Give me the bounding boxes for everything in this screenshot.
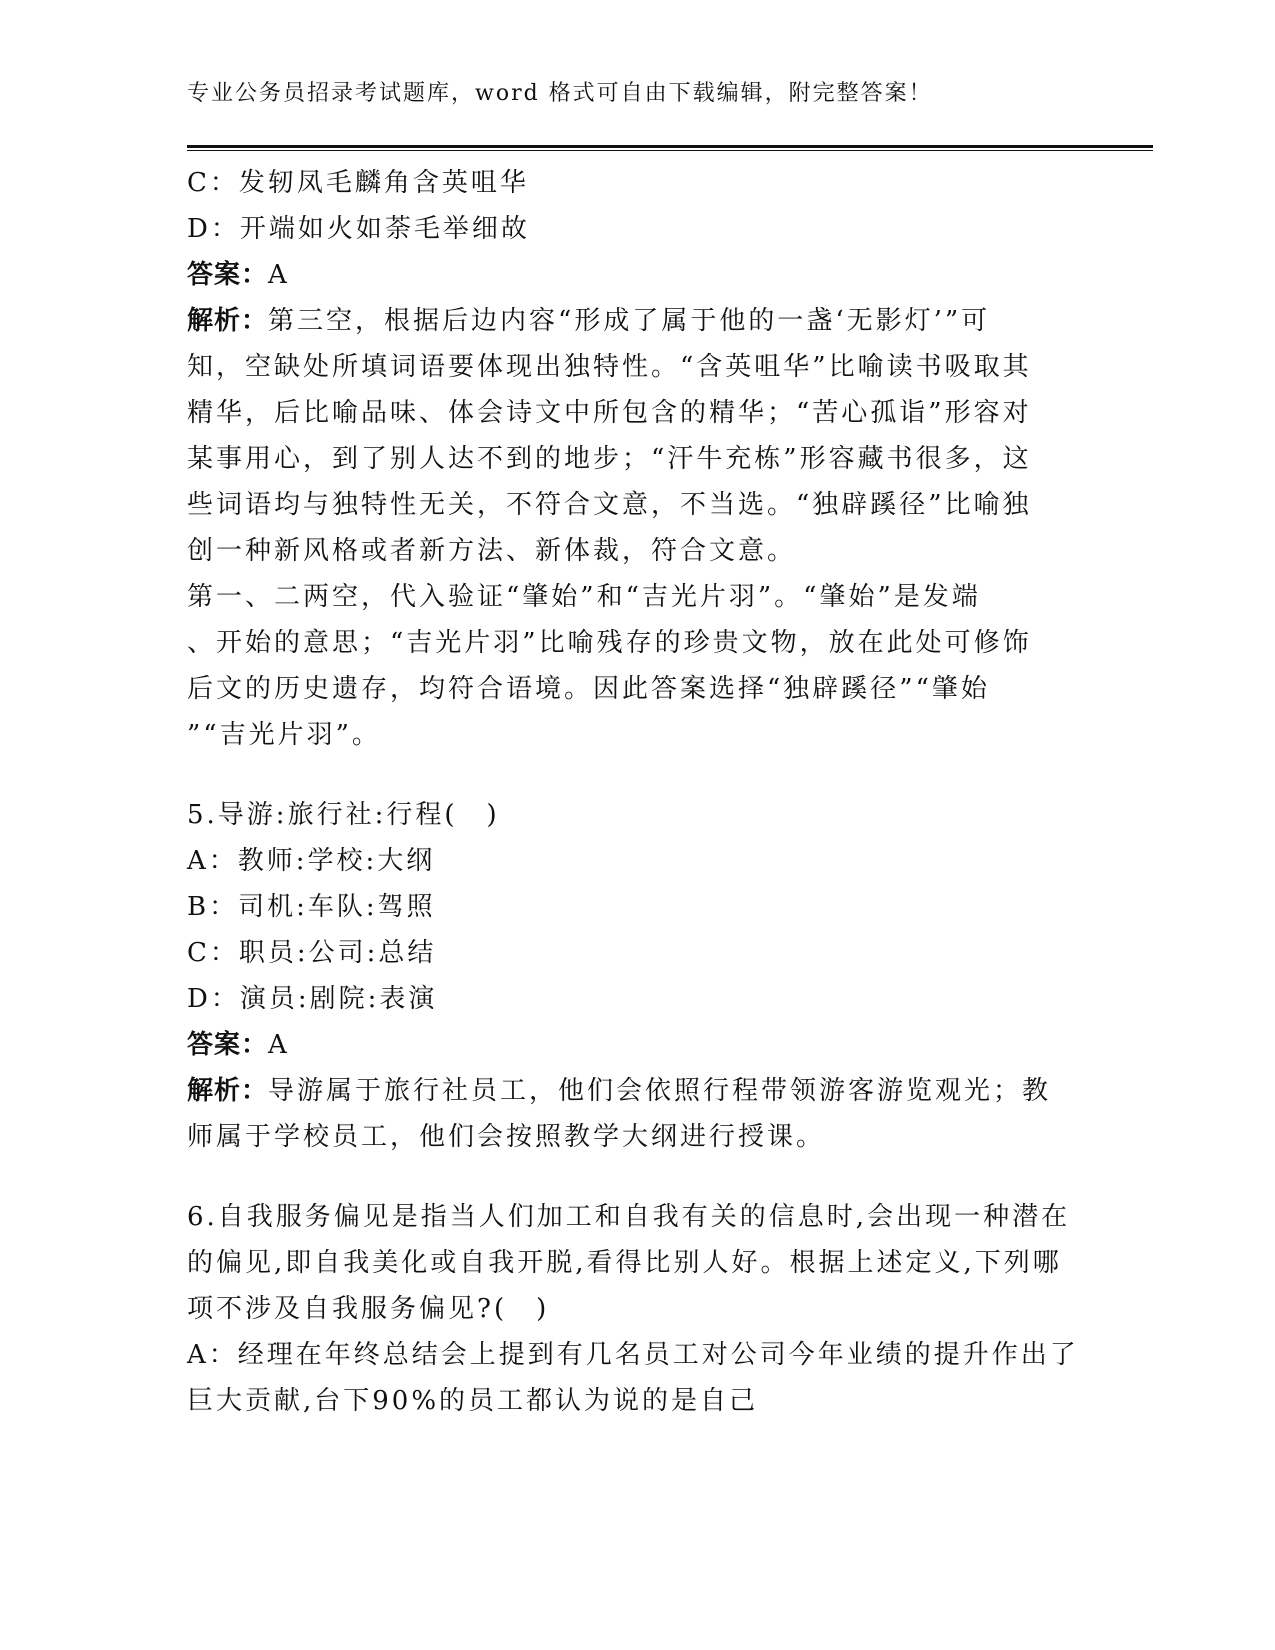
analysis-label: 解析: [187, 306, 242, 336]
q4-option-c: C：发轫凤毛麟角含英咀华: [187, 168, 529, 198]
q4-analysis-line: 精华，后比喻品味、体会诗文中所包含的精华；“苦心孤诣”形容对: [187, 398, 1032, 428]
q4-analysis-text: 第三空，根据后边内容“形成了属于他的一盏‘无影灯’”可: [268, 306, 991, 336]
page-header: 专业公务员招录考试题库，word 格式可自由下载编辑，附完整答案！: [187, 81, 933, 106]
q5-analysis-text: 导游属于旅行社员工，他们会依照行程带领游客游览观光；教: [268, 1076, 1052, 1106]
q4-analysis-line: ”“吉光片羽”。: [187, 720, 381, 750]
answer-label: 答案: [187, 1030, 242, 1060]
q4-analysis-line: 、开始的意思；“吉光片羽”比喻残存的珍贵文物，放在此处可修饰: [187, 628, 1032, 658]
q5-answer-value: A: [268, 1030, 290, 1060]
q4-analysis-line: [187, 298, 1067, 344]
q6-stem-line: 的偏见,即自我美化或自我开脱,看得比别人好。根据上述定义,下列哪: [187, 1248, 1062, 1278]
q4-analysis-line: 些词语均与独特性无关，不符合文意，不当选。“独辟蹊径”比喻独: [187, 490, 1032, 520]
q5-option-b: B：司机:车队:驾照: [187, 892, 436, 922]
spacer: [187, 758, 1067, 792]
q4-analysis-line: 后文的历史遗存，均符合语境。因此答案选择“独辟蹊径”“肇始: [187, 674, 990, 704]
answer-colon: ：: [241, 260, 269, 290]
q6-option-a-line: A：经理在年终总结会上提到有几名员工对公司今年业绩的提升作出了: [187, 1340, 1079, 1370]
q5-analysis-line: [187, 1068, 1067, 1114]
analysis-label: 解析: [187, 1076, 242, 1106]
q4-analysis-line: 创一种新风格或者新方法、新体裁，符合文意。: [187, 536, 797, 566]
q6-stem-line: 6.自我服务偏见是指当人们加工和自我有关的信息时,会出现一种潜在: [187, 1202, 1071, 1232]
q4-analysis-line: 某事用心，到了别人达不到的地步；“汗牛充栋”形容藏书很多，这: [187, 444, 1032, 474]
q4-answer-value: A: [268, 260, 290, 290]
header-rule-thick: [187, 145, 1153, 148]
header-rule-thin: [187, 150, 1153, 151]
q5-option-c: C：职员:公司:总结: [187, 938, 437, 968]
spacer: [187, 1160, 1067, 1194]
q4-answer: [187, 252, 1067, 298]
q5-stem: 5.导游:旅行社:行程( ): [187, 800, 500, 830]
answer-label: 答案: [187, 260, 242, 290]
q6-stem-line: 项不涉及自我服务偏见?( ): [187, 1294, 550, 1324]
analysis-colon: ：: [241, 1076, 269, 1106]
analysis-colon: ：: [241, 306, 269, 336]
q5-answer: [187, 1022, 1067, 1068]
answer-colon: ：: [241, 1030, 269, 1060]
q6-option-a-line: 巨大贡献,台下90%的员工都认为说的是自己: [187, 1386, 759, 1416]
q4-analysis-line: 第一、二两空，代入验证“肇始”和“吉光片羽”。“肇始”是发端: [187, 582, 981, 612]
q4-option-d: D：开端如火如荼毛举细故: [187, 214, 530, 244]
q4-analysis-line: 知，空缺处所填词语要体现出独特性。“含英咀华”比喻读书吸取其: [187, 352, 1032, 382]
q5-option-a: A：教师:学校:大纲: [187, 846, 436, 876]
document-body: [187, 160, 1079, 1424]
q5-option-d: D：演员:剧院:表演: [187, 984, 438, 1014]
q5-analysis-line: 师属于学校员工，他们会按照教学大纲进行授课。: [187, 1122, 826, 1152]
